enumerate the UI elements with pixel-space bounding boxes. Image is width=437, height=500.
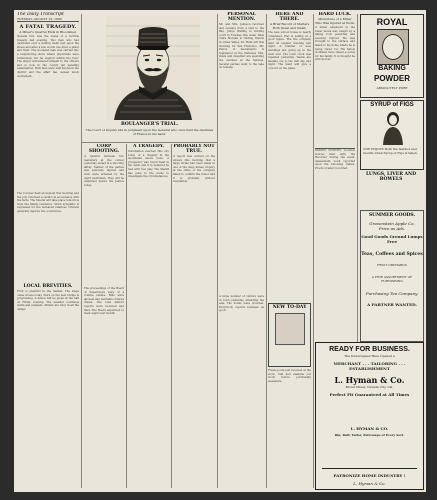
royal-baking-powder-ad — [360, 14, 424, 98]
column-rule — [313, 14, 314, 488]
ad-headline: LUNGS, LIVER AND BOWELS — [365, 172, 417, 182]
syrup-of-figs-ad — [360, 100, 424, 170]
article-body: Fruit is plentiful in the market. The stage came in late today. Work on the new bridge is progressing. A dance will be given at the hall on Friday evening. The weather continues warm and pleasant. Miners are busy in all the camps. — [17, 290, 79, 311]
article-body: A quarrel between two teamsters at the corner yesterday ended in a shooting affray. Neither of the parties was seriously injured and both were arrested by the night watchman. They will be examined before the Justice today. — [84, 155, 124, 187]
article-headline: A TRAGEDY. — [132, 144, 164, 149]
ad-line: Perfect Fit Guaranteed at All Times — [329, 392, 410, 397]
ad-line: Good Goods Ground Lumps Free — [361, 234, 423, 244]
baking-powder-can-icon — [377, 29, 409, 65]
article-body: A report was current on the streets this morning that a large strike had been made in one of the deep mines. Inquiry at the office of the company failed to confirm the rumor and it is probably without foundation. — [173, 155, 215, 184]
article-body-wrap — [84, 287, 124, 487]
article-body-wrap — [17, 192, 79, 282]
grocery-ad — [360, 210, 424, 342]
ad-line: A FINE ASSORTMENT OF FURNISHING — [371, 275, 413, 283]
article-body: Fresh goods just received at the store. Call and examine our stock before purchasing elsewhere. — [268, 369, 311, 383]
article-body-wrap — [315, 148, 355, 319]
column-rule — [171, 144, 172, 488]
ad-body: ONE ENJOYS Both the method and results when Syrup of Figs is taken. — [363, 147, 418, 155]
ad-line: Price as Ads. — [378, 226, 406, 231]
ad-line: Broad Street, Nevada City, Cal. — [345, 385, 394, 389]
ad-line: L. HYMAN & CO. — [350, 426, 389, 431]
ad-line: PATRONIZE HOME INDUSTRY ! — [333, 473, 406, 478]
masthead-title: The Daily Transcript — [17, 12, 64, 17]
column-rule — [126, 144, 127, 488]
ad-headline: READY FOR BUSINESS. — [329, 346, 410, 353]
article-body: A large number of visitors were in town yesterday attending the sale. The hotels were crowded. Everybody reports business as good. — [219, 295, 264, 313]
ad-headline: L. Hyman & Co. — [334, 375, 405, 385]
newspaper-page — [14, 10, 426, 492]
portrait-caption-title: BOULANGER'S TRIAL. — [120, 122, 179, 127]
ad-headline: SYRUP of FIGS — [370, 102, 414, 108]
article-body: A miner employed in the lower levels was caught by a falling rock yesterday and severely injured. He was brought to the surface and taken to his home where he is being cared for. His fellow workmen have raised a purse for his family. It is thought he will recover. — [315, 26, 355, 62]
ad-line: MERCHANT . . . TAILORING . . . ESTABLISHMENT — [333, 361, 406, 371]
column-rule — [81, 14, 82, 488]
column-4 — [219, 12, 264, 490]
column-2b — [128, 144, 169, 490]
notice-illustration — [275, 313, 305, 345]
notice-title: NEW TO-DAY — [272, 305, 307, 310]
ad-body — [360, 178, 422, 208]
article-headline: HERE AND THERE. — [275, 12, 304, 22]
column-rule — [217, 14, 218, 488]
article-subheadline: A Miner's Quarrel Ends in Bloodshed. — [19, 30, 77, 34]
ad-line: L. Hyman & Co. — [353, 481, 386, 486]
article-body: The proceedings of the Board of Supervisors were of a routine nature. Bills were allowed and warrants ordered drawn. The road district reports were received and filed. The Board adjourned to meet again next month. — [84, 287, 124, 316]
article-body: The Coroner held an inquest this morning and the jury returned a verdict in accordance with the facts. The funeral will take place tomorrow from the family residence. Much sympathy is expressed for the bereaved relatives. Citizens generally deplore the occurrence. — [17, 192, 79, 213]
ad-line: Rip, Ruff, Tailor, Patronage of Every Sort. — [334, 433, 405, 437]
ad-line: Gravenstein Apple Co. — [369, 221, 415, 226]
article-body: The new school house is nearly completed. Hay is selling at a good figure. The fire company held its regular meeting last night. A number of new buildings are going up in the west end. The town clock was repaired yesterday. Teams are hauling ore to the mill day and night. The band will give a concert on the plaza. — [268, 31, 311, 70]
article-body-wrap — [268, 369, 311, 479]
ad-body — [320, 400, 419, 424]
article-body: Nevada City was the scene of a terrible tragedy last evening. Two men who had quarreled over a mining claim met upon the street and after a few words one drew a pistol and fired. The wounded man was carried into a neighboring store where physicians were summoned, but he expired within the hour. The slayer surrendered himself to the officers and is now in the county jail awaiting examination. Both men were well known in the district and the affair has caused much excitement. — [17, 35, 79, 78]
column-5 — [268, 12, 311, 490]
column-1 — [17, 12, 79, 490]
article-headline: HARD LUCK. — [318, 12, 352, 17]
engraving-portrait — [106, 16, 200, 120]
article-subheadline: A Brief Record of Matters Both Great and Small. — [269, 22, 310, 30]
article-body-wrap — [173, 155, 215, 485]
divider — [82, 142, 217, 143]
boxed-notice — [268, 303, 311, 367]
woman-illustration-icon — [379, 111, 407, 145]
article-body-wrap — [17, 290, 79, 490]
article-body-wrap — [128, 150, 169, 480]
tailoring-ad — [315, 342, 424, 490]
article-body: Mr. and Mrs. Johnson returned last evening from a visit to the Bay. Judge Walling is holding court in Truckee this week. Miss Clara Morgan is visiting friends in Grass Valley. Dr. Hunt left this morning for San Francisco. Mr. Pierce of Sacramento is registered at the National. Mrs. Davis and daughter are spending the summer at the Springs. Several parties went to the lake on Sunday. — [219, 23, 264, 70]
article-body-wrap — [17, 35, 79, 190]
article-body-wrap — [219, 23, 264, 293]
article-headline: CORP SHOOTING. — [88, 144, 120, 154]
portrait-caption-text: The Court of Inquiry sits in judgment upon the General who once held the destinies of France in his hand. — [85, 128, 214, 136]
article-body-wrap — [84, 155, 124, 285]
masthead-date: TUESDAY, AUGUST 19, 1890 — [17, 17, 79, 22]
ad-headline: SUMMER GOODS. — [368, 213, 416, 218]
article-body-wrap — [268, 31, 311, 301]
column-2c — [173, 144, 215, 490]
article-body: Information reached this city today of a tragedy in the mountains above town. A prospector was found dead in his cabin and it is believed he met with foul play. The Sheriff has gone to the scene to investigate the circumstances. — [128, 150, 169, 179]
ad-line: Teas, Coffees and Spices — [361, 252, 423, 257]
column-6 — [315, 12, 355, 342]
ad-tagline: ABSOLUTELY PURE — [376, 86, 408, 90]
ad-body-wrap — [360, 178, 422, 208]
ad-line: A PARTNER WANTED. — [367, 302, 417, 307]
mining-listing: MINING NOTICES. Location notices filed with the Recorder during the week. Assessment work reported upon the following claims. Proofs of labor recorded. — [315, 149, 355, 170]
ad-line: FRUIT ORCHARDS — [377, 263, 407, 267]
ad-headline: BAKING — [378, 65, 406, 72]
section-heading: LOCAL BREVITIES. — [23, 284, 73, 289]
article-headline: PERSONAL MENTION. — [227, 12, 256, 22]
article-subheadline: Misfortune of a Miner Who Was Injured at Work. — [315, 17, 355, 25]
ad-line: The Undersigned Have Opened a — [344, 354, 395, 358]
ad-headline: ROYAL — [376, 17, 408, 27]
ad-headline: POWDER — [374, 74, 410, 83]
article-headline: A FATAL TRAGEDY. — [19, 24, 77, 30]
ad-body-wrap — [320, 400, 419, 424]
column-2a — [84, 144, 124, 490]
article-body-wrap — [315, 26, 355, 146]
article-headline: PROBABLY NOT TRUE. — [173, 144, 215, 154]
ad-line: Purchasing Tea Company. — [365, 291, 419, 296]
divider — [322, 468, 417, 469]
column-rule — [266, 14, 267, 488]
article-body-wrap — [219, 295, 264, 485]
